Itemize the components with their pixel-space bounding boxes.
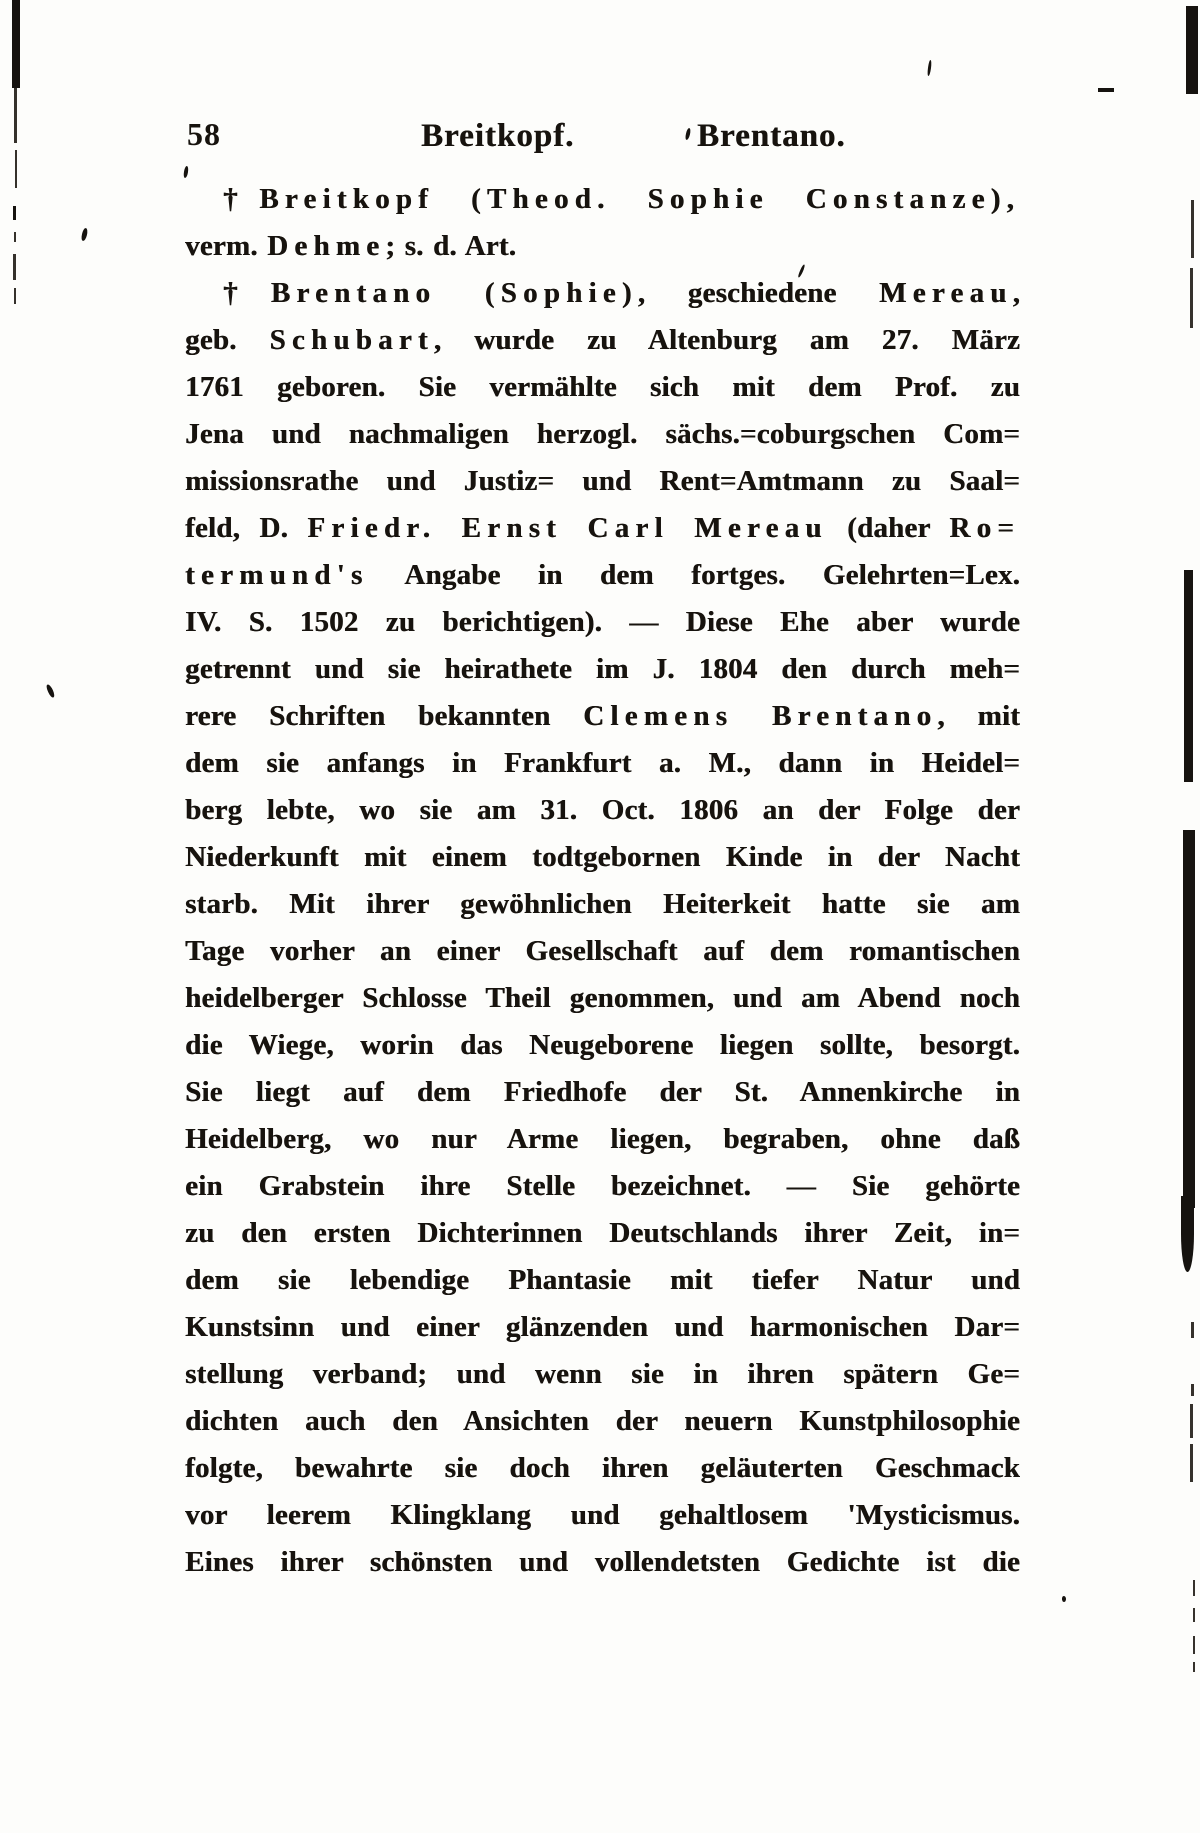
spaced-text-segment: Schubart <box>269 324 434 356</box>
text-line <box>185 270 1020 317</box>
scan-artifact <box>14 88 17 143</box>
page-header <box>0 0 1200 176</box>
text-line <box>185 740 1020 787</box>
text-segment: feld, D. <box>185 512 308 544</box>
text-segment: zu den ersten Dichterinnen Deutschlands ihrer Zeit, in= <box>185 1217 1020 1249</box>
text-line <box>185 411 1020 458</box>
text-segment: Angabe in dem fortges. Gelehrten=Lex. <box>368 559 1020 591</box>
text-segment: ; s. d. Art. <box>385 230 517 262</box>
scan-artifact <box>12 0 20 88</box>
spaced-text-segment: Ro= <box>949 512 1020 544</box>
text-segment: stellung verband; und wenn sie in ihren spätern Ge= <box>185 1358 1020 1390</box>
ink-speck <box>81 228 89 242</box>
spaced-text-segment: Mereau <box>879 277 1013 309</box>
text-line <box>185 1539 1020 1586</box>
ink-speck <box>1062 1596 1066 1602</box>
text-segment: † <box>223 183 260 215</box>
text-segment: starb. Mit ihrer gewöhnlichen Heiterkeit hatte sie am <box>185 888 1020 920</box>
text-segment: getrennt und sie heirathete im J. 1804 den durch meh= <box>185 653 1020 685</box>
text-line <box>185 1210 1020 1257</box>
text-line <box>185 881 1020 928</box>
text-line <box>185 1257 1020 1304</box>
text-segment: missionsrathe und Justiz= und Rent=Amtmann zu Saal= <box>185 465 1020 497</box>
text-line <box>185 693 1020 740</box>
spaced-text-segment: Breitkopf (Theod. Sophie Constanze), <box>259 183 1020 215</box>
scan-artifact <box>1186 6 1198 94</box>
text-line <box>185 1492 1020 1539</box>
text-segment: ein Grabstein ihre Stelle bezeichnet. — Sie gehörte <box>185 1170 1020 1202</box>
ink-speck <box>45 684 55 699</box>
text-line <box>185 1022 1020 1069</box>
text-line <box>185 975 1020 1022</box>
text-line <box>185 1351 1020 1398</box>
scan-artifact <box>1190 1444 1193 1482</box>
text-line <box>185 787 1020 834</box>
ink-speck <box>1098 88 1114 92</box>
scan-artifact <box>1190 1404 1193 1438</box>
scan-artifact <box>1181 1196 1194 1272</box>
text-segment: , <box>1012 277 1020 309</box>
spaced-text-segment: termund's <box>185 559 369 591</box>
text-line <box>185 1116 1020 1163</box>
scan-artifact <box>13 254 16 280</box>
scan-artifact <box>15 150 17 188</box>
text-segment: 1761 geboren. Sie vermählte sich mit dem Prof. zu <box>185 371 1020 403</box>
text-segment: , geschiedene <box>637 277 880 309</box>
text-segment: dem sie lebendige Phantasie mit tiefer Natur und <box>185 1264 1020 1296</box>
text-segment: (daher <box>827 512 950 544</box>
text-line <box>185 1304 1020 1351</box>
scan-artifact <box>1191 200 1194 258</box>
text-segment: berg lebte, wo sie am 31. Oct. 1806 an der Folge der <box>185 794 1020 826</box>
scan-artifact <box>1193 1608 1195 1622</box>
text-segment: Niederkunft mit einem todtgebornen Kinde in der Nacht <box>185 841 1020 873</box>
running-title-left: Breitkopf. <box>421 118 575 154</box>
text-block <box>185 176 1020 1586</box>
text-segment: verm. <box>185 230 268 262</box>
text-segment: geb. <box>185 324 270 356</box>
text-line <box>185 1445 1020 1492</box>
text-segment: die Wiege, worin das Neugeborene liegen sollte, besorgt. <box>185 1029 1020 1061</box>
text-line <box>185 364 1020 411</box>
text-line <box>185 223 1020 270</box>
scan-artifact <box>1190 268 1193 328</box>
text-line <box>185 834 1020 881</box>
scan-artifact <box>1191 1384 1194 1396</box>
text-segment: dichten auch den Ansichten der neuern Kunstphilosophie <box>185 1405 1020 1437</box>
scan-artifact <box>1183 830 1195 1208</box>
spaced-text-segment: Friedr. Ernst Carl Mereau <box>307 512 828 544</box>
scan-artifact <box>14 288 16 304</box>
text-line <box>185 646 1020 693</box>
text-segment: Heidelberg, wo nur Arme liegen, begraben, ohne daß <box>185 1123 1020 1155</box>
text-segment: IV. S. 1502 zu berichtigen). — Diese Ehe aber wurde <box>185 606 1020 638</box>
text-segment: Sie liegt auf dem Friedhofe der St. Annenkirche in <box>185 1076 1020 1108</box>
text-segment: Kunstsinn und einer glänzenden und harmonischen Dar= <box>185 1311 1020 1343</box>
text-line <box>185 1163 1020 1210</box>
text-line <box>185 1398 1020 1445</box>
spaced-text-segment: Clemens Brentano <box>583 700 938 732</box>
text-line <box>185 317 1020 364</box>
scan-artifact <box>1184 570 1193 782</box>
text-segment: folgte, bewahrte sie doch ihren geläuterten Geschmack <box>185 1452 1020 1484</box>
text-segment: dem sie anfangs in Frankfurt a. M., dann in Heidel= <box>185 747 1020 779</box>
text-line <box>185 1069 1020 1116</box>
text-line <box>185 505 1020 552</box>
text-line <box>185 552 1020 599</box>
text-segment: † <box>223 277 271 309</box>
text-line <box>185 176 1020 223</box>
text-segment: Jena und nachmaligen herzogl. sächs.=coburgschen Com= <box>185 418 1020 450</box>
text-line <box>185 458 1020 505</box>
scan-artifact <box>14 232 16 242</box>
text-segment: Eines ihrer schönsten und vollendetsten Gedichte ist die <box>185 1546 1020 1578</box>
spaced-text-segment: Brentano (Sophie) <box>270 277 638 309</box>
text-line <box>185 599 1020 646</box>
scan-artifact <box>1193 1636 1195 1654</box>
text-segment: rere Schriften bekannten <box>185 700 584 732</box>
text-segment: , wurde zu Altenburg am 27. März <box>433 324 1020 356</box>
text-segment: , mit <box>937 700 1020 732</box>
scan-artifact <box>1193 1662 1195 1672</box>
spaced-text-segment: Dehme <box>267 230 386 262</box>
scan-artifact <box>1193 1580 1195 1596</box>
running-title-right: Brentano. <box>697 118 846 154</box>
text-segment: Tage vorher an einer Gesellschaft auf dem romantischen <box>185 935 1020 967</box>
text-segment: heidelberger Schlosse Theil genommen, und am Abend noch <box>185 982 1020 1014</box>
text-segment: vor leerem Klingklang und gehaltlosem 'Mysticismus. <box>185 1499 1020 1531</box>
scan-artifact <box>13 206 16 220</box>
scan-artifact <box>1191 1322 1194 1338</box>
text-line <box>185 928 1020 975</box>
page-number: 58 <box>187 116 221 152</box>
